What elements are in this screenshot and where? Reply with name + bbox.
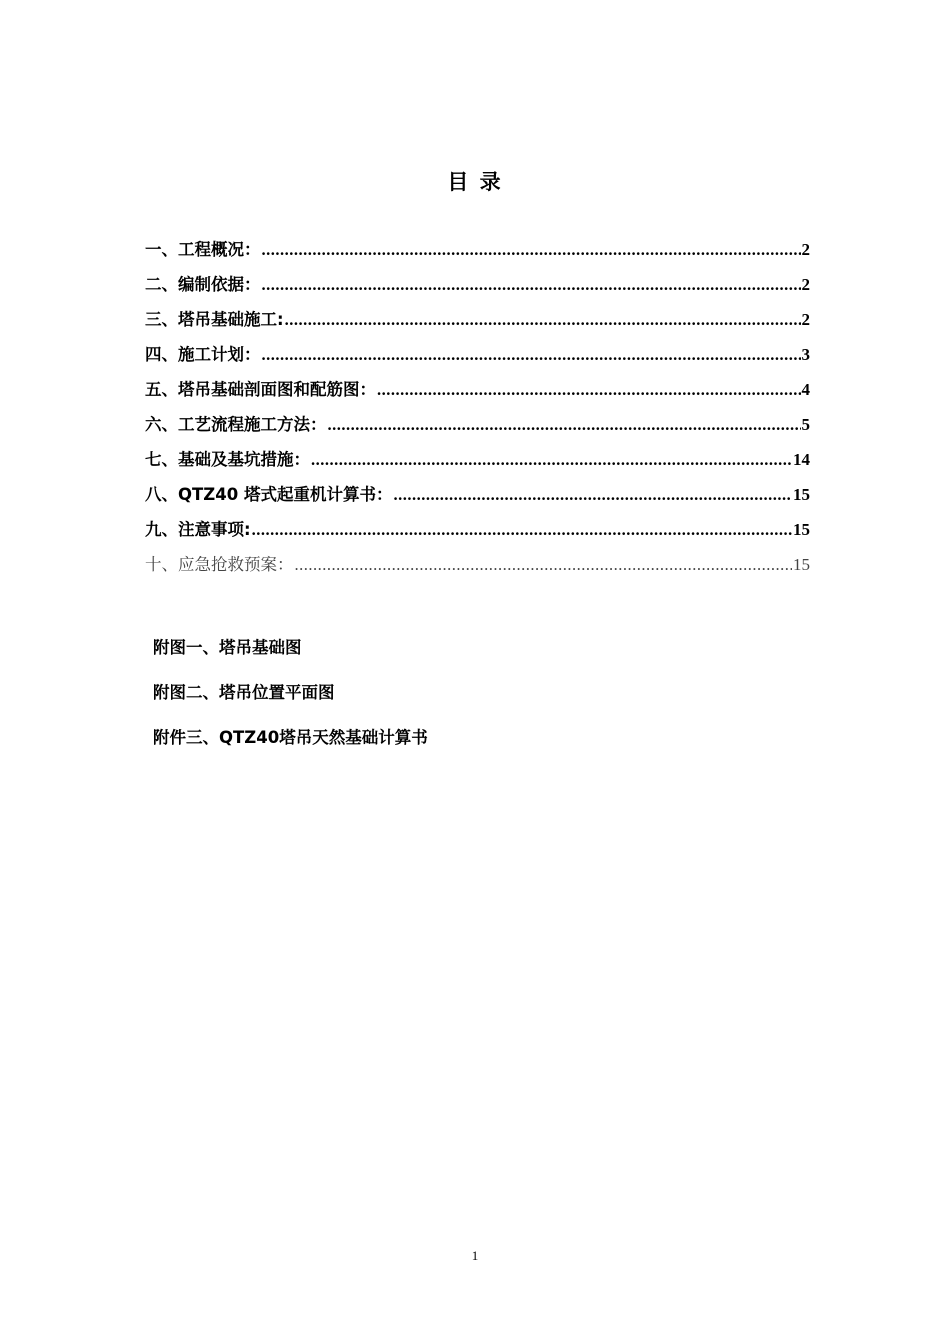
toc-entry-page: 4 (801, 380, 810, 399)
toc-entry (145, 236, 810, 271)
toc-dot-leader (252, 520, 792, 540)
toc-entry-page: 15 (793, 520, 810, 539)
toc-entry (145, 306, 810, 341)
toc-entry-page: 14 (793, 450, 810, 469)
toc-entry (145, 411, 810, 446)
toc-entry (145, 551, 810, 586)
toc-dot-leader (262, 345, 801, 365)
toc-entry-page: 15 (793, 485, 810, 504)
toc-entry-label: 三、塔吊基础施工: (145, 310, 284, 329)
toc-entry-page: 5 (801, 415, 810, 434)
toc-entry-page: 3 (801, 345, 810, 364)
toc-entry-label: 七、基础及基坑措施： (145, 450, 310, 469)
toc-dot-leader (311, 450, 792, 470)
appendix-item: 附件三、QTZ40塔吊天然基础计算书 (153, 728, 428, 747)
toc-entry (145, 481, 810, 516)
toc-entry-page: 15 (793, 555, 810, 574)
toc-entry (145, 271, 810, 306)
toc-dot-leader (285, 310, 801, 330)
toc-entry-label: 四、施工计划： (145, 345, 261, 364)
appendix-item: 附图二、塔吊位置平面图 (153, 683, 335, 702)
toc-entry-label: 十、应急抢救预案： (145, 555, 294, 574)
table-of-contents (145, 236, 810, 586)
toc-entry (145, 376, 810, 411)
toc-dot-leader (262, 240, 801, 260)
appendix-item: 附图一、塔吊基础图 (153, 638, 302, 657)
toc-dot-leader (262, 275, 801, 295)
toc-entry-label: 五、塔吊基础剖面图和配筋图： (145, 380, 376, 399)
toc-dot-leader (328, 415, 801, 435)
page-title: 目 录 (447, 170, 503, 194)
appendix-list (153, 634, 428, 769)
toc-entry-page: 2 (801, 275, 810, 294)
toc-entry (145, 516, 810, 551)
toc-entry-page: 2 (801, 240, 810, 259)
toc-entry-label: 二、编制依据： (145, 275, 261, 294)
toc-entry (145, 341, 810, 376)
toc-entry-page: 2 (801, 310, 810, 329)
toc-entry-label: 九、注意事项: (145, 520, 251, 539)
toc-entry-label: 一、工程概况： (145, 240, 261, 259)
page-number: 1 (471, 1248, 479, 1263)
toc-entry-label: 六、工艺流程施工方法： (145, 415, 327, 434)
toc-dot-leader (393, 485, 792, 505)
toc-entry-label: 八、QTZ40 塔式起重机计算书： (145, 485, 393, 504)
toc-entry (145, 446, 810, 481)
toc-dot-leader (377, 380, 801, 400)
toc-dot-leader (295, 555, 793, 575)
